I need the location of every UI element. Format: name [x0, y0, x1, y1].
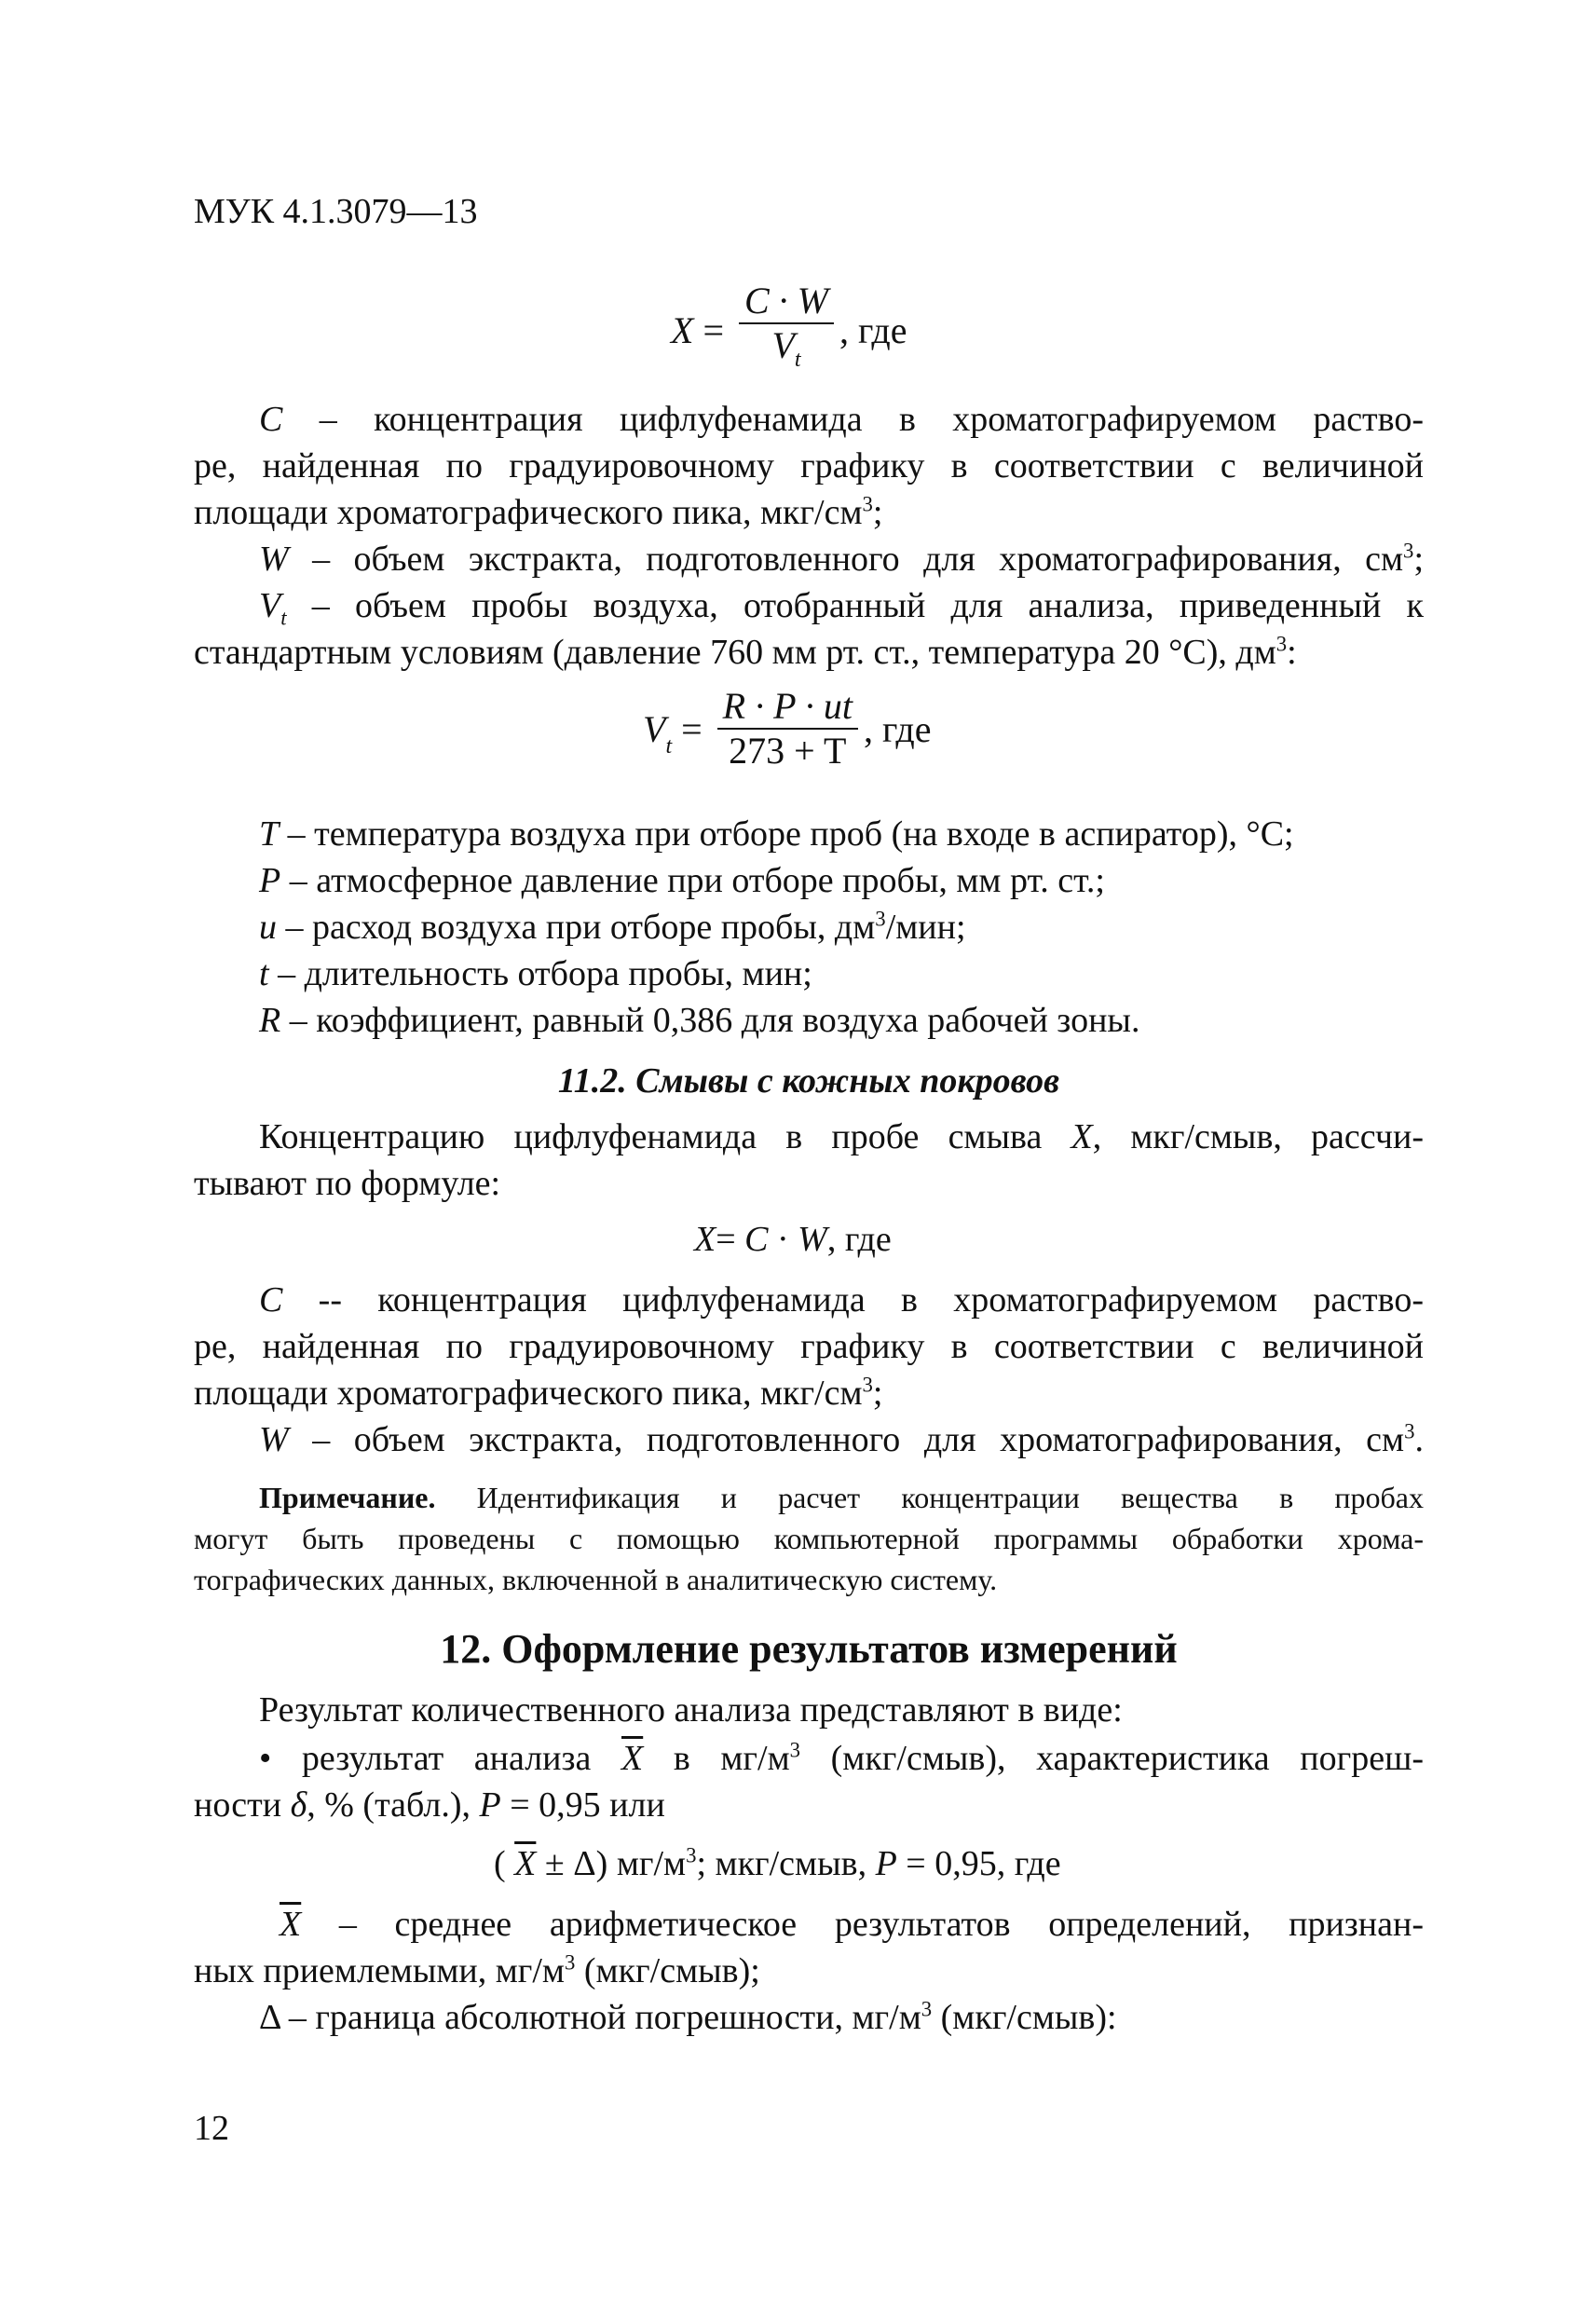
document-code: МУК 4.1.3079—13 [194, 192, 478, 231]
formula-x-eq: = [703, 309, 724, 351]
formula-vt-denominator: 273 + T [729, 730, 847, 772]
def-c-line1: C – концентрация цифлуфенамида в хроматографируемом раство- [259, 400, 1425, 439]
def-c-line2: ре, найденная по градуировочному графику в соответствии с величиной [194, 446, 1424, 485]
def-c-line3: площади хроматографического пика, мкг/$см^3$; [194, 492, 883, 532]
def-v-line1: $V_t$ – объем пробы воздуха, отобранный для анализа, приведенный к [259, 586, 1425, 630]
section-12-def1-line2: ных приемлемыми, $мг/м^3$ (мкг/смыв); [194, 1950, 760, 1990]
formula-x-denominator: V [771, 324, 795, 366]
def-v-line2: стандартным условиям (давление 760 мм рт. ст., температура 20 °С), $дм^3$: [194, 632, 1297, 672]
note-label: Примечание. [259, 1481, 436, 1514]
def3-c-line3: площади хроматографического пика, мкг/$см^3$; [194, 1373, 883, 1413]
section-12-def1-line1: $\overline{X}$ – среднее арифметическое результатов определений, признан- [280, 1905, 1424, 1944]
formula-x [671, 280, 907, 381]
note-line1: Примечание. Идентификация и расчет концентрации вещества в пробах [259, 1481, 1424, 1514]
def-p: P – атмосферное давление при отборе пробы, мм рт. ст.; [259, 861, 1105, 900]
section-12-bullet-line2: ности δ, % (табл.), P = 0,95 или [194, 1785, 665, 1825]
formula-x-lhs: X [671, 309, 694, 351]
formula-x-den-subscript: t [794, 348, 801, 372]
formula-x-cw: X= C · W, где [694, 1220, 892, 1259]
def3-c-line2: ре, найденная по градуировочному графику в соответствии с величиной [194, 1327, 1424, 1366]
formula-vt-numerator: R · P · ut [722, 685, 853, 727]
def-w: W – объем экстракта, подготовленного для хроматографирования, $см^3$; [259, 539, 1424, 579]
formula-x-fraction [739, 280, 834, 381]
formula-vt-fraction [717, 685, 858, 773]
def3-w: W – объем экстракта, подготовленного для хроматографирования, $см^3$. [259, 1419, 1424, 1459]
note-line3: тографических данных, включенной в аналитическую систему. [194, 1563, 998, 1596]
section-11-2-line2: тывают по формуле: [194, 1164, 501, 1203]
formula-vt-suffix: , где [863, 707, 932, 750]
formula-vt-eq: = [681, 707, 703, 750]
section-12-title: 12. Оформление результатов измерений [440, 1626, 1178, 1672]
formula-x-suffix: , где [839, 309, 907, 351]
note-line2: могут быть проведены с помощью компьютерной программы обработки хрома- [194, 1522, 1424, 1555]
def-u: u – расход воздуха при отборе пробы, $дм^3$/мин; [259, 907, 966, 947]
formula-vt-lhs: V [643, 707, 666, 750]
section-11-2-line1: Концентрацию цифлуфенамида в пробе смыва X, мкг/смыв, рассчи- [259, 1117, 1424, 1156]
page-number: 12 [194, 2109, 229, 2148]
section-11-2-title: 11.2. Смывы с кожных покровов [557, 1061, 1060, 1101]
def-t: T – температура воздуха при отборе проб (на входе в аспиратор), °С; [259, 814, 1294, 854]
formula-x-numerator: C · W [744, 280, 828, 321]
section-12-def2: Δ – граница абсолютной погрешности, $мг/м^3$ (мкг/смыв): [259, 1997, 1117, 2037]
formula-vt-lhs-subscript: t [665, 734, 673, 759]
section-12-formula: ( $\overline{X} \pm \Delta$) $мг/м^3$; мкг/смыв, P = 0,95, где [494, 1843, 1061, 1883]
def3-c-line1: C -- концентрация цифлуфенамида в хроматографируемом раство- [259, 1280, 1424, 1320]
def-duration: t – длительность отбора пробы, мин; [259, 954, 812, 993]
def-r: R – коэффициент, равный 0,386 для воздуха рабочей зоны. [259, 1001, 1140, 1040]
formula-vt [643, 685, 931, 773]
section-12-bullet: • результат анализа $\overline{X}$ в $мг/м^3$ (мкг/смыв), характеристика погреш- [259, 1738, 1424, 1778]
section-12-intro: Результат количественного анализа представляют в виде: [259, 1690, 1123, 1730]
